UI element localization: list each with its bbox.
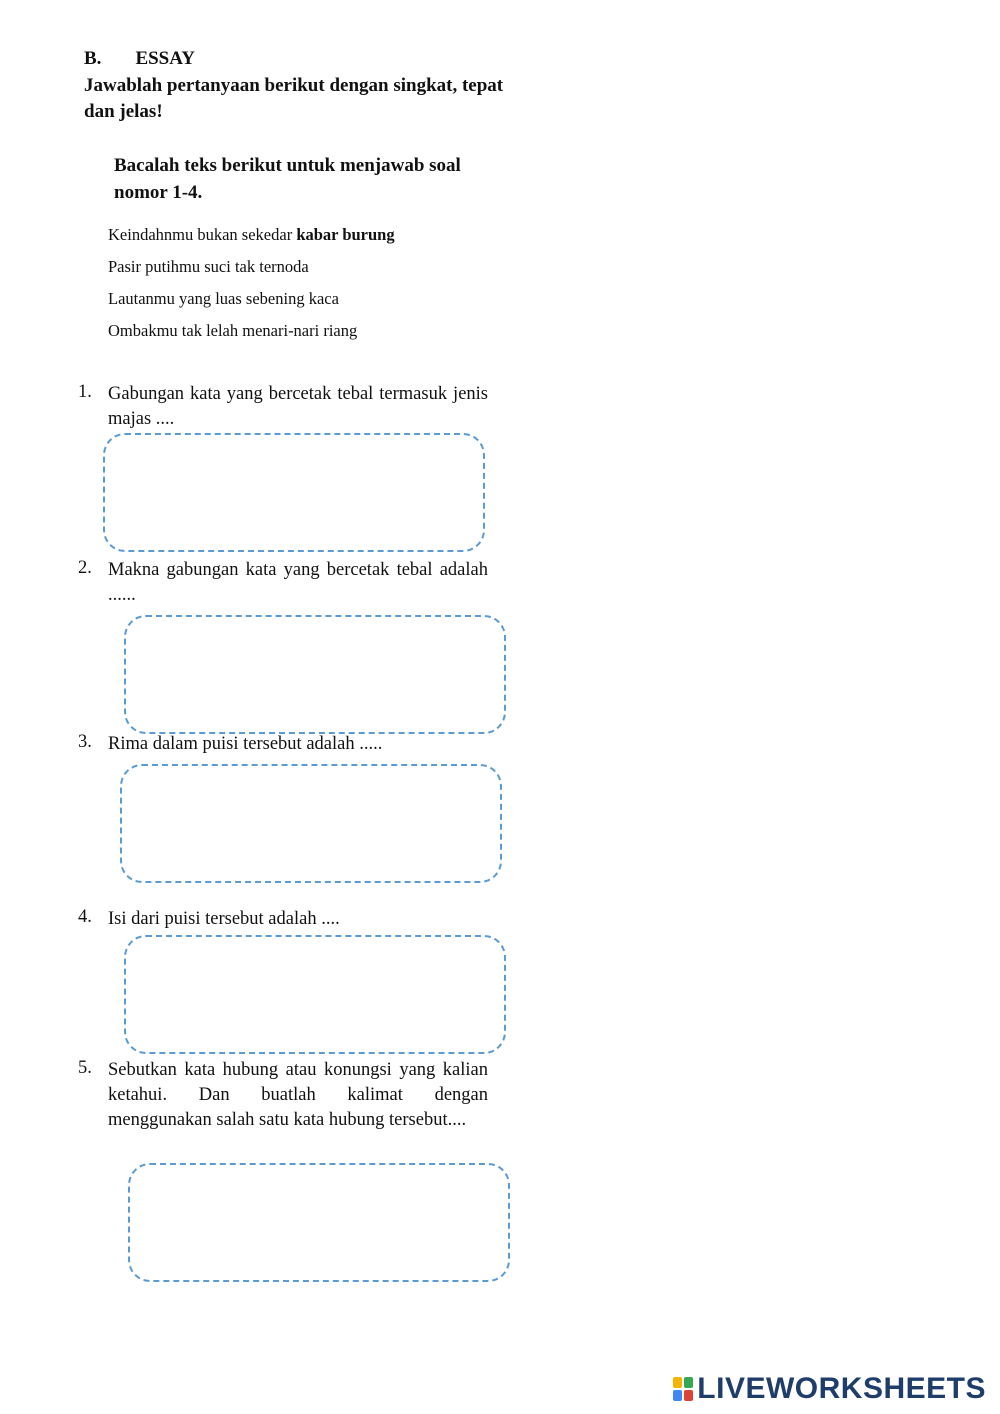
poem-bold-phrase: kabar burung — [296, 225, 395, 244]
question-4-text: Isi dari puisi tersebut adalah .... — [108, 909, 340, 929]
question-1-number: 1. — [78, 382, 92, 402]
question-4-number: 4. — [78, 907, 92, 927]
section-header — [84, 48, 195, 70]
poem-line-1 — [108, 225, 395, 245]
answer-box-4[interactable] — [124, 935, 506, 1054]
poem-line-4: Ombakmu tak lelah menari-nari riang — [108, 321, 358, 340]
section-label: B. — [84, 48, 102, 69]
question-1-text: Gabungan kata yang bercetak tebal termasuk jenis majas .... — [108, 384, 488, 429]
reading-instruction: Bacalah teks berikut untuk menjawab soal nomor 1-4. — [114, 155, 461, 203]
liveworksheets-logo — [673, 1372, 986, 1406]
question-3-number: 3. — [78, 732, 92, 752]
answer-box-5[interactable] — [128, 1163, 510, 1282]
logo-text: LIVEWORKSHEETS — [697, 1372, 986, 1405]
answer-box-3[interactable] — [120, 764, 502, 883]
logo-mark-tile — [673, 1390, 682, 1401]
section-title: ESSAY — [135, 48, 195, 69]
poem-line-2: Pasir putihmu suci tak ternoda — [108, 257, 309, 276]
question-2-number: 2. — [78, 558, 92, 578]
poem-line-3: Lautanmu yang luas sebening kaca — [108, 289, 339, 308]
logo-mark-tile — [684, 1377, 693, 1388]
question-5-number: 5. — [78, 1058, 92, 1078]
logo-mark-icon — [673, 1377, 693, 1401]
poem-line-1-text: Keindahnmu bukan sekedar — [108, 225, 297, 244]
question-5-text: Sebutkan kata hubung atau konungsi yang kalian ketahui. Dan buatlah kalimat dengan menggunakan salah satu kata hubung tersebut.... — [108, 1060, 488, 1130]
question-3-text: Rima dalam puisi tersebut adalah ..... — [108, 734, 383, 754]
answer-box-2[interactable] — [124, 615, 506, 734]
question-2-text: Makna gabungan kata yang bercetak tebal adalah ...... — [108, 560, 488, 605]
logo-mark-tile — [673, 1377, 682, 1388]
logo-mark-tile — [684, 1390, 693, 1401]
answer-box-1[interactable] — [103, 433, 485, 552]
answer-instruction: Jawablah pertanyaan berikut dengan singkat, tepat dan jelas! — [84, 75, 504, 122]
